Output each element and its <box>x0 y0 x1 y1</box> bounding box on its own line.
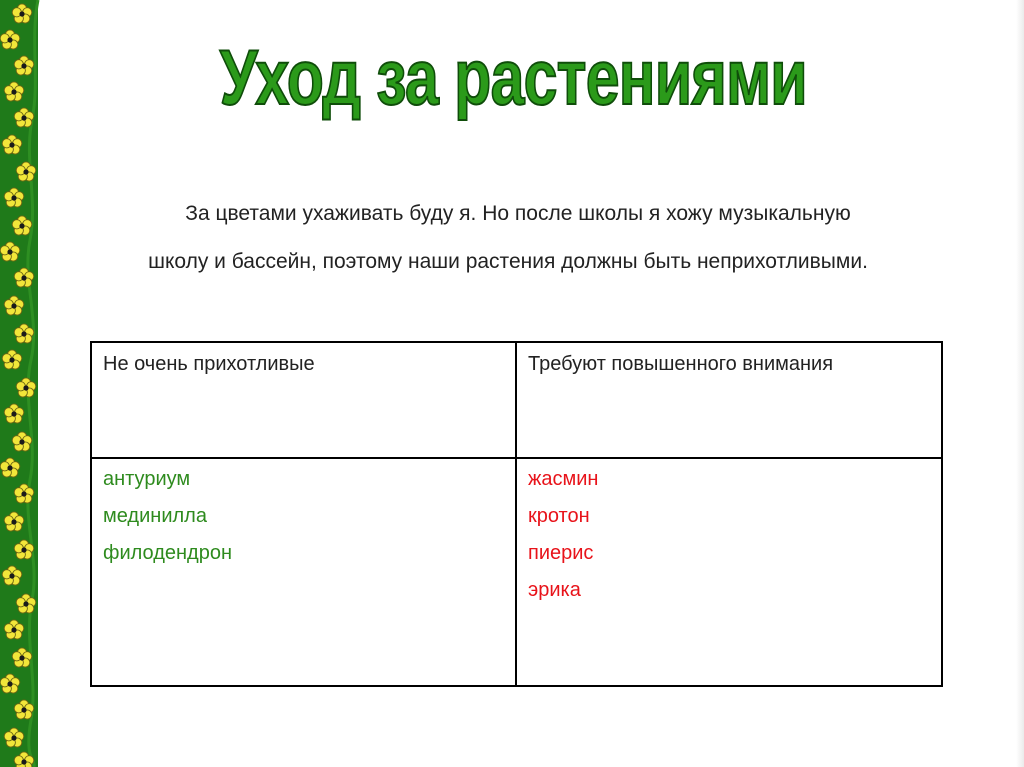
list-item: кротон <box>528 505 590 527</box>
table-row <box>91 458 942 686</box>
demanding-plants-list <box>517 459 941 615</box>
header-easy-label: Не очень прихотливые <box>103 353 315 375</box>
list-item: пиерис <box>528 542 594 564</box>
slide-title: Уход за растениями <box>219 33 807 121</box>
cell-demanding-plants <box>516 458 942 686</box>
list-item: жасмин <box>528 468 599 490</box>
header-demanding-label: Требуют повышенного внимания <box>528 353 834 375</box>
intro-text-line-2: школу и бассейн, поэтому наши растения должны быть неприхотливыми. <box>148 250 868 273</box>
table-header-row <box>91 342 942 458</box>
header-cell-demanding <box>516 342 942 458</box>
list-item: филодендрон <box>103 542 233 564</box>
flower-border <box>0 0 44 767</box>
cell-easy-plants <box>91 458 516 686</box>
plants-table <box>90 341 943 687</box>
easy-plants-list <box>92 459 515 578</box>
list-item: эрика <box>528 579 581 601</box>
intro-text-line-1: За цветами ухаживать буду я. Но после школы я хожу музыкальную <box>185 202 851 225</box>
list-item: антуриум <box>103 468 191 490</box>
slide-edge-shadow <box>1016 0 1024 767</box>
header-cell-easy <box>91 342 516 458</box>
list-item: мединилла <box>103 505 207 527</box>
